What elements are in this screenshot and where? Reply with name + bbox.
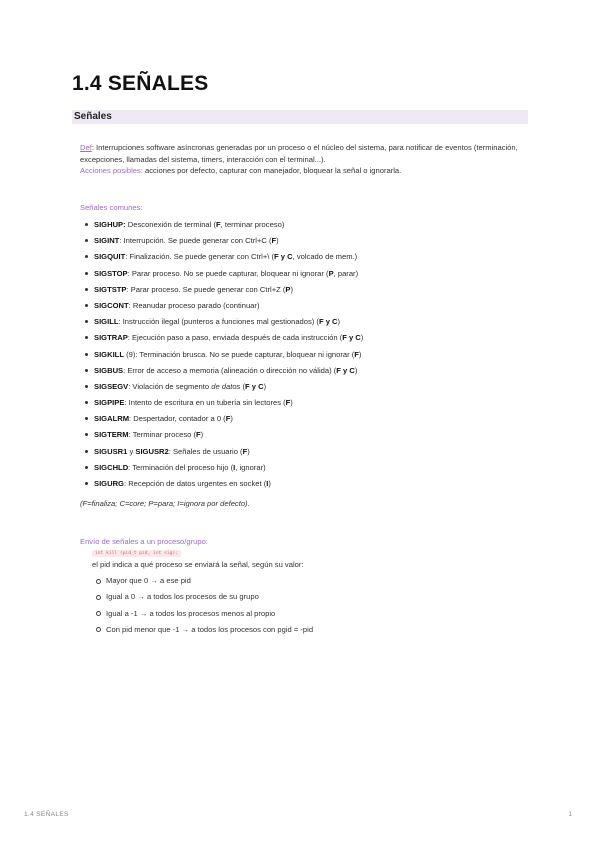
pid-case-item: Igual a -1 → a todos los procesos menos al propio bbox=[92, 607, 313, 623]
signal-description: : Ejecución paso a paso, enviada después de cada instrucción ( bbox=[127, 333, 343, 343]
signal-list-item bbox=[80, 364, 520, 380]
signal-description: : Terminación del proceso hijo ( bbox=[128, 462, 234, 472]
signal-description-tail: ) bbox=[276, 236, 279, 246]
signal-flags: P bbox=[328, 268, 334, 278]
signal-description: : Interrupción. Se puede generar con Ctrl+C ( bbox=[119, 236, 272, 246]
signal-name: SIGURG bbox=[94, 479, 124, 488]
signal-list-item bbox=[80, 234, 520, 250]
signal-flags: F y C bbox=[336, 365, 355, 375]
signal-name: SIGCHLD bbox=[94, 462, 129, 472]
signal-flags: F bbox=[354, 349, 359, 359]
signal-description-italic: de datos bbox=[211, 381, 241, 391]
signal-flags: F y C bbox=[342, 333, 361, 343]
signal-description: ( bbox=[240, 381, 245, 391]
signal-list-item bbox=[80, 283, 520, 299]
common-signals-heading: Señales comunes: bbox=[80, 203, 143, 212]
signal-description-tail: , ignorar) bbox=[235, 462, 266, 472]
signal-list-item bbox=[80, 396, 520, 412]
signal-flags: I bbox=[266, 479, 269, 488]
signal-description: : Finalización. Se puede generar con Ctrl+\ ( bbox=[125, 252, 275, 262]
signal-description: : Intento de escritura en un tubería sin lectores ( bbox=[124, 398, 286, 408]
definition-paragraph bbox=[80, 142, 520, 165]
kill-code-snippet: int kill (pid_t pid, int sig); bbox=[92, 550, 181, 557]
signal-description-tail: ) bbox=[358, 349, 362, 359]
signal-name: SIGINT bbox=[94, 236, 120, 246]
signal-description-tail: ) bbox=[337, 317, 341, 327]
signal-description: : Reanudar proceso parado (continuar) bbox=[128, 300, 260, 310]
signal-description: : Despertador, contador a 0 ( bbox=[129, 414, 226, 424]
signal-description: y bbox=[127, 446, 136, 456]
signal-list bbox=[80, 218, 520, 493]
signal-description-tail: ) bbox=[290, 398, 293, 408]
pid-case-item: Con pid menor que -1 → a todos los procesos con pgid = -pid bbox=[92, 623, 313, 639]
pid-case-item: Mayor que 0 → a ese pid bbox=[92, 574, 313, 590]
pid-case-item: Igual a 0 → a todos los procesos de su grupo bbox=[92, 590, 313, 606]
signal-list-item bbox=[80, 315, 520, 331]
section-heading-bar bbox=[72, 110, 528, 124]
actions-label: Acciones posibles: bbox=[80, 166, 143, 175]
signal-description: : Terminar proceso ( bbox=[128, 430, 196, 440]
signal-description: : Parar proceso. Se puede generar con Ctrl+Z ( bbox=[126, 284, 286, 294]
signal-description: : Señales de usuario ( bbox=[168, 446, 243, 456]
page-title: 1.4 SEÑALES bbox=[72, 72, 209, 95]
actions-paragraph bbox=[80, 165, 520, 177]
signal-description-tail: , volcado de mem.) bbox=[292, 252, 358, 262]
signal-description-tail: ) bbox=[268, 479, 271, 488]
signal-name: SIGILL bbox=[94, 317, 119, 327]
signal-flags: F bbox=[215, 220, 221, 229]
signal-description: Desconexión de terminal ( bbox=[125, 220, 216, 229]
signal-list-item bbox=[80, 331, 520, 347]
signal-list-item bbox=[80, 412, 520, 428]
signal-description-tail: ) bbox=[290, 284, 294, 294]
signal-list-item bbox=[80, 477, 520, 493]
signal-description-tail: , parar) bbox=[333, 268, 359, 278]
signal-description-tail: ) bbox=[200, 430, 204, 440]
signal-description: : Violación de segmento bbox=[128, 381, 212, 391]
signal-name: SIGTERM bbox=[94, 430, 129, 440]
signal-description-tail: ) bbox=[263, 381, 267, 391]
sending-heading: Envío de señales a un proceso/grupo: bbox=[80, 537, 208, 546]
signal-flags: P bbox=[285, 284, 291, 294]
flags-legend: (F=finaliza; C=core; P=para; I=ignora por defecto). bbox=[80, 499, 250, 508]
signal-description: : Instrucción ilegal (punteros a funciones mal gestionados) ( bbox=[118, 317, 319, 327]
signal-flags: F y C bbox=[245, 381, 264, 391]
signal-name: SIGKILL bbox=[94, 349, 124, 359]
signal-flags: F bbox=[285, 398, 291, 408]
signal-name: SIGQUIT bbox=[94, 252, 126, 262]
signal-description-tail: , terminar proceso) bbox=[220, 220, 285, 229]
signal-name: SIGHUP: bbox=[94, 220, 126, 229]
signal-name: SIGTRAP bbox=[94, 333, 128, 343]
def-label: Def bbox=[80, 143, 92, 152]
signal-flags: F bbox=[225, 414, 231, 424]
signal-flags: F bbox=[242, 446, 248, 456]
signal-name: SIGSEGV bbox=[94, 381, 129, 391]
page-number: 1 bbox=[568, 811, 572, 818]
signal-name: SIGSTOP bbox=[94, 268, 128, 278]
signal-description: : Parar proceso. No se puede capturar, bloquear ni ignorar ( bbox=[127, 268, 329, 278]
section-heading: Señales bbox=[74, 111, 112, 122]
signal-list-item bbox=[80, 348, 520, 364]
signal-name: SIGBUS bbox=[94, 365, 124, 375]
signal-name: SIGUSR1 bbox=[94, 446, 128, 456]
signal-name: SIGALRM bbox=[94, 414, 130, 424]
signal-description-tail: ) bbox=[354, 365, 358, 375]
def-text: : Interrupciones software asíncronas generadas por un proceso o el núcleo del sistema, para notificar de eventos (terminación, excepciones, llamadas del sistema, timers, interacción con el terminal...). bbox=[80, 143, 518, 164]
footer-title: 1.4 SEÑALES bbox=[24, 811, 69, 818]
signal-description: : Error de acceso a memoria (alineación o dirección no válida) ( bbox=[123, 365, 337, 375]
signal-description: (9): Terminación brusca. No se puede capturar, bloquear ni ignorar ( bbox=[123, 349, 355, 359]
signal-description-tail: ) bbox=[360, 333, 364, 343]
signal-list-item bbox=[80, 250, 520, 266]
signal-list-item bbox=[80, 428, 520, 444]
signal-description-tail: ) bbox=[247, 446, 250, 456]
signal-list-item bbox=[80, 380, 520, 396]
signal-name: SIGCONT bbox=[94, 300, 129, 310]
actions-text: acciones por defecto, capturar con manejador, bloquear la señal o ignorarla. bbox=[142, 166, 402, 175]
signal-flags: F y C bbox=[274, 252, 293, 262]
signal-description-tail: ) bbox=[230, 414, 233, 424]
signal-flags: I bbox=[233, 462, 236, 472]
signal-name: SIGUSR2 bbox=[135, 446, 169, 456]
signal-list-item bbox=[80, 267, 520, 283]
signal-flags: F bbox=[196, 430, 201, 440]
signal-name: SIGPIPE bbox=[94, 398, 125, 408]
signal-list-item bbox=[80, 445, 520, 461]
signal-flags: F y C bbox=[318, 317, 338, 327]
pid-intro-text: el pid indica a qué proceso se enviará la señal, según su valor: bbox=[92, 560, 304, 569]
signal-description: : Recepción de datos urgentes en socket ( bbox=[123, 479, 267, 488]
intro-block bbox=[80, 142, 520, 177]
signal-list-item bbox=[80, 461, 520, 477]
signal-list-item bbox=[80, 299, 520, 315]
signal-name: SIGTSTP bbox=[94, 284, 127, 294]
signal-list-item bbox=[80, 218, 520, 234]
signal-flags: F bbox=[271, 236, 277, 246]
pid-case-list bbox=[92, 574, 313, 639]
